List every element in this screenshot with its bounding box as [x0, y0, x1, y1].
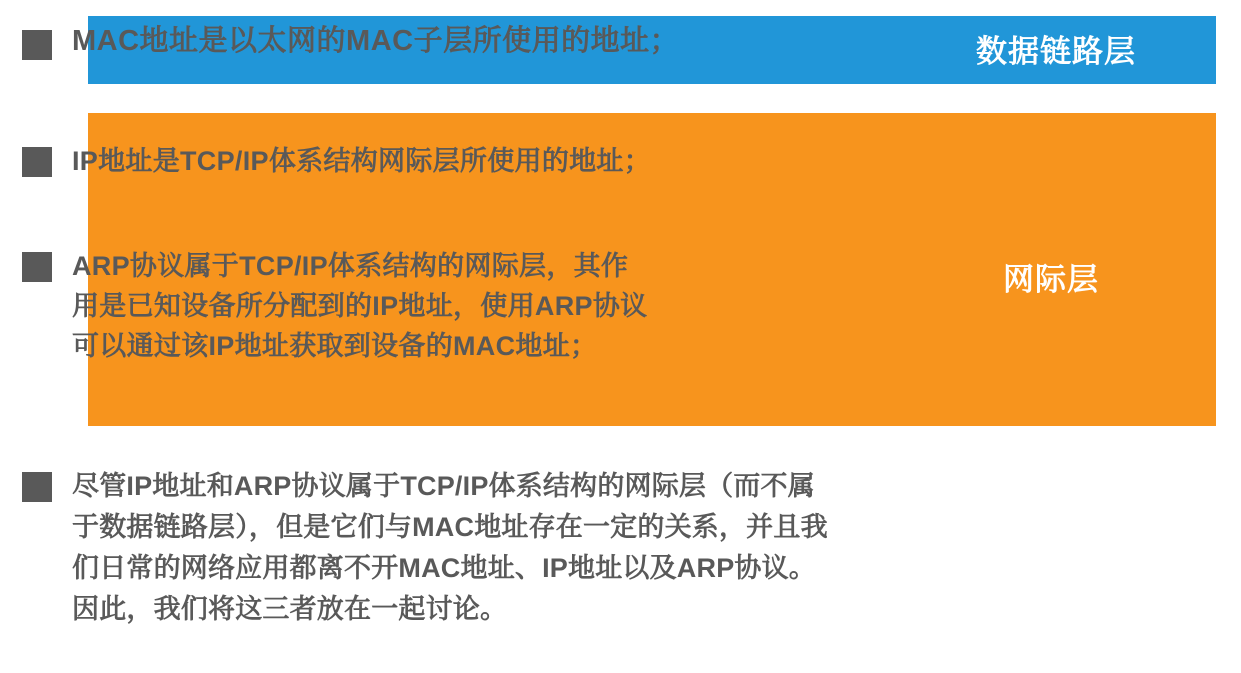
ip-bullet-row [22, 141, 1222, 181]
summary-line-4: 因此，我们将这三者放在一起讨论。 [72, 594, 508, 624]
bullet-square-icon [22, 30, 52, 60]
ip-statement-text: IP地址是TCP/IP体系结构网际层所使用的地址； [72, 146, 652, 176]
arp-line-3: 可以通过该IP地址获取到设备的MAC地址； [72, 331, 598, 361]
arp-line-1: ARP协议属于TCP/IP体系结构的网际层，其作 [72, 251, 629, 281]
bullet-square-icon [22, 472, 52, 502]
summary-text [72, 466, 828, 630]
layer-tag-data-link: 数据链路层 [976, 34, 1136, 69]
arp-statement-text [72, 246, 647, 366]
mac-statement-text: MAC地址是以太网的MAC子层所使用的地址； [72, 25, 680, 57]
summary-line-3: 们日常的网络应用都离不开MAC地址、IP地址以及ARP协议。 [72, 553, 817, 583]
layer-tag-internet: 网际层 [1003, 262, 1099, 297]
bullet-square-icon [22, 147, 52, 177]
summary-line-1: 尽管IP地址和ARP协议属于TCP/IP体系结构的网际层（而不属 [72, 471, 815, 501]
arp-bullet-row [22, 246, 1072, 366]
bullet-square-icon [22, 252, 52, 282]
summary-line-2: 于数据链路层），但是它们与MAC地址存在一定的关系，并且我 [72, 512, 828, 542]
arp-line-2: 用是已知设备所分配到的IP地址，使用ARP协议 [72, 291, 648, 321]
summary-bullet-row [22, 466, 1232, 630]
